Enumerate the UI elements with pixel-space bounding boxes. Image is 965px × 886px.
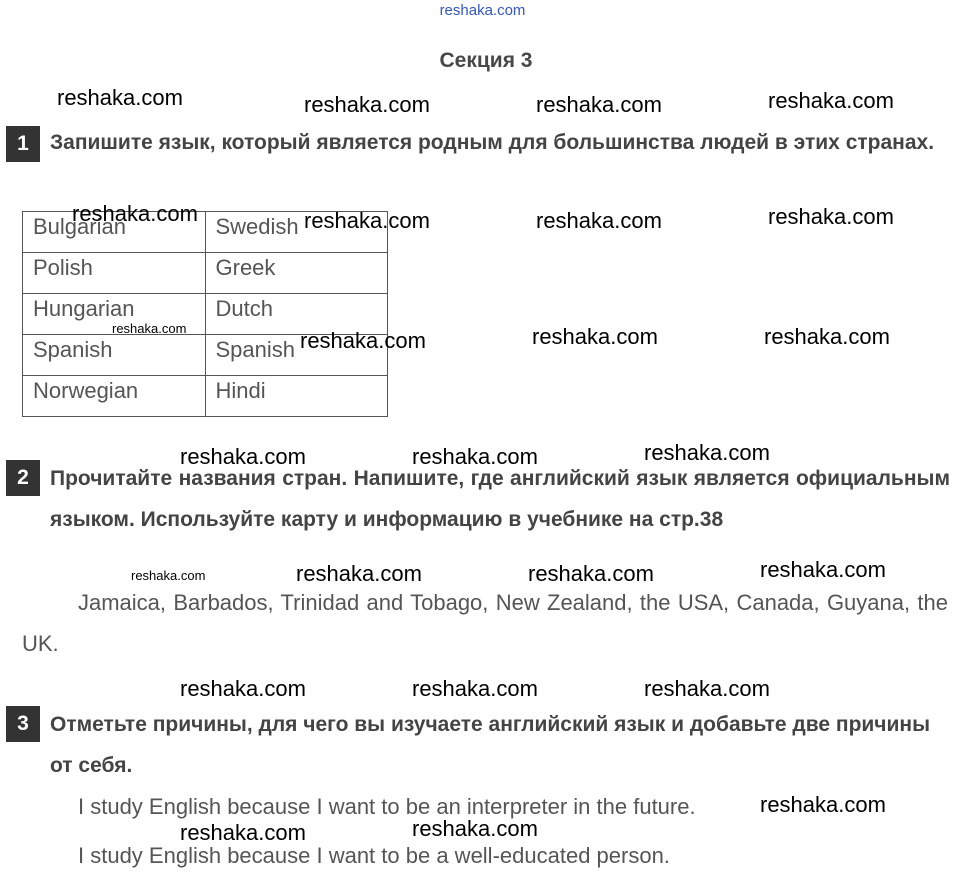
- task-1-text: Запишите язык, который является родным для большинства людей в этих странах.: [50, 131, 935, 154]
- table-cell: Swedish: [205, 212, 388, 253]
- task-3-text: Отметьте причины, для чего вы изучаете английский язык и добавьте две причины от себя.: [50, 713, 931, 777]
- watermark: reshaka.com: [112, 321, 187, 336]
- watermark: reshaka.com: [296, 561, 422, 586]
- watermark: reshaka.com: [768, 204, 894, 229]
- watermark: reshaka.com: [304, 92, 430, 117]
- watermark: reshaka.com: [768, 88, 894, 113]
- watermark: reshaka.com: [304, 208, 430, 233]
- watermark: reshaka.com: [760, 792, 886, 817]
- watermark: reshaka.com: [764, 324, 890, 349]
- task-2-text: Прочитайте названия стран. Напишите, где английский язык является официальным языком. Используйте карту и информацию в учебнике на стр.38: [50, 467, 950, 531]
- table-row: [23, 376, 388, 417]
- watermark: reshaka.com: [644, 676, 770, 701]
- table-row: [23, 253, 388, 294]
- table-cell: Hindi: [205, 376, 388, 417]
- watermark: reshaka.com: [536, 208, 662, 233]
- table-cell: Greek: [205, 253, 388, 294]
- task-3-answer-1: I study English because I want to be an interpreter in the future.: [78, 794, 696, 819]
- table-cell: Polish: [23, 253, 206, 294]
- watermark: reshaka.com: [536, 92, 662, 117]
- watermark: reshaka.com: [180, 820, 306, 845]
- task-3-number: 3: [6, 706, 40, 742]
- task-2-answer: Jamaica, Barbados, Trinidad and Tobago, New Zealand, the USA, Canada, Guyana, the UK.: [22, 590, 948, 656]
- watermark: reshaka.com: [180, 676, 306, 701]
- watermark: reshaka.com: [528, 561, 654, 586]
- table-cell: Bulgarian: [23, 212, 206, 253]
- table-cell: Dutch: [205, 294, 388, 335]
- task-2-number: 2: [6, 460, 40, 496]
- task-1-number: 1: [6, 126, 40, 162]
- table-cell: Spanish: [205, 335, 388, 376]
- top-site-link[interactable]: reshaka.com: [439, 2, 526, 19]
- watermark: reshaka.com: [72, 201, 198, 226]
- watermark: reshaka.com: [300, 328, 426, 353]
- watermark: reshaka.com: [131, 568, 206, 583]
- watermark: reshaka.com: [532, 324, 658, 349]
- watermark: reshaka.com: [180, 444, 306, 469]
- watermark: reshaka.com: [760, 557, 886, 582]
- languages-table: [22, 211, 388, 417]
- table-cell: Spanish: [23, 335, 206, 376]
- watermark: reshaka.com: [412, 444, 538, 469]
- table-cell: Norwegian: [23, 376, 206, 417]
- watermark: reshaka.com: [57, 85, 183, 110]
- watermark: reshaka.com: [644, 440, 770, 465]
- section-title: Секция 3: [439, 49, 533, 72]
- watermark: reshaka.com: [412, 816, 538, 841]
- table-cell: Hungarian: [23, 294, 206, 335]
- watermark: reshaka.com: [412, 676, 538, 701]
- task-3-answer-2: I study English because I want to be a well-educated person.: [78, 843, 670, 868]
